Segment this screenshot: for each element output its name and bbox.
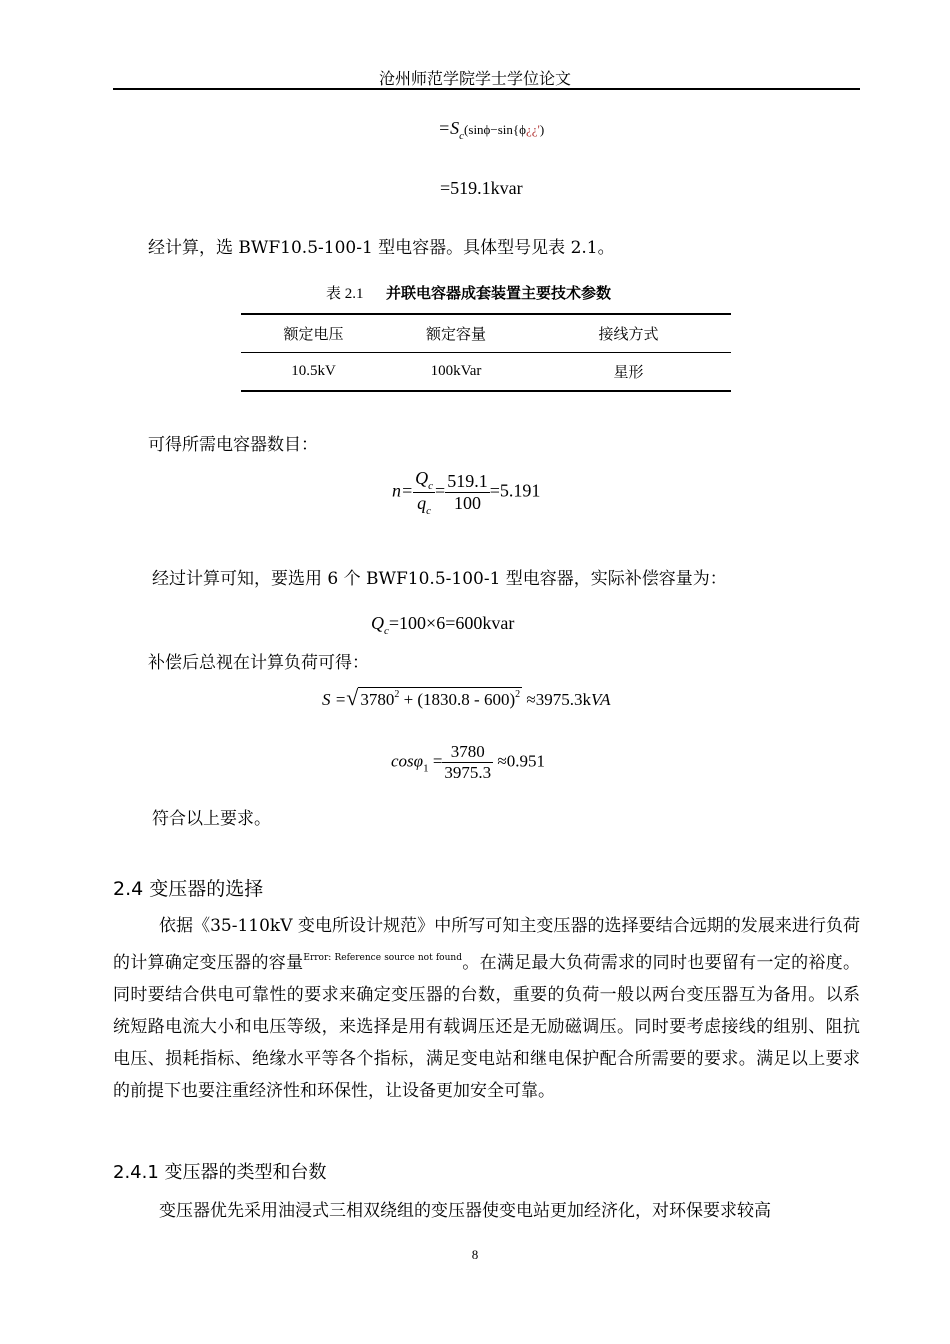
section-heading: 2.4 变压器的选择 (113, 878, 264, 900)
equation-qc-formula: $=S_c(\sin\phi-\sin\{\phi¿¿')$ (438, 118, 545, 142)
table-header-row (241, 314, 731, 353)
table-row (241, 353, 731, 392)
table-caption: 表 2.1 并联电容器成套装置主要技术参数 (326, 284, 611, 302)
reference-error-note: Error: Reference source not found (303, 953, 462, 963)
equation-actual-compensation: $Q_c=100\times 6=600kvar$ (371, 613, 515, 637)
page-number: 8 (471, 1247, 479, 1262)
table-header-cell: 额定容量 (425, 325, 486, 343)
section-paragraph: 依据《35-110kV 变电所设计规范》中所写可知主变压器的选择要结合远期的发展来进行负荷的计算确定变压器的容量$^{Error: Reference source not found}$。在满足最大负荷需求的同时也要留有一定的裕度。同时要结合供电可靠性的要求来确定变压器的台数，重要的负荷一般以两台变压器互为备用。以系统短路电流大小和电压等级，来选择是用有载调压还是无励磁调压。同时要考虑接线的组别、阻抗电压、损耗指标、绝缘水平等各个指标，满足变电站和继电保护配合所需要的要求。满足以上要求的前提下也要注重经济性和环保性，让设备更加安全可靠。 (113, 916, 861, 1101)
paragraph-select: 经过计算可知，要选用 6 个 BWF10.5-100-1 型电容器，实际补偿容量为： (152, 569, 727, 589)
table-header-cell: 额定电压 (283, 325, 344, 343)
table-cell: 100kVar (430, 363, 482, 379)
equation-qc-result: =519.1kvar (440, 178, 523, 198)
header-rule (113, 88, 860, 90)
equation-apparent-load: S =√ 3780$^2$ + (1830.8 - 600)$^2$ ≈3975.3kVA (322, 685, 611, 710)
capacitor-params-table (241, 313, 731, 392)
subsection-paragraph: 变压器优先采用油浸式三相双绕组的变压器使变电站更加经济化，对环保要求较高 (159, 1201, 771, 1221)
paragraph-conclusion: 符合以上要求。 (152, 809, 271, 829)
paragraph-calc: 经计算，选 BWF10.5-100-1 型电容器。具体型号见表 2.1。 (148, 238, 615, 258)
paragraph-after-compensation: 补偿后总视在计算负荷可得： (148, 653, 369, 673)
table-cell: 10.5kV (291, 363, 336, 379)
table-cell: 星形 (613, 363, 644, 381)
subsection-heading: 2.4.1 变压器的类型和台数 (113, 1162, 327, 1183)
paragraph-count: 可得所需电容器数目： (148, 435, 318, 455)
equation-power-factor: cosφ$_1$ = $\frac{3780}{3975.3}$ ≈0.951 (391, 742, 546, 782)
page-header: 沧州师范学院学士学位论文 (378, 69, 571, 88)
table-header-cell: 接线方式 (598, 325, 659, 343)
equation-capacitor-count: n= $\frac{Q_c}{q_c}$ = $\frac{519.1}{100}$ =5.191 (392, 468, 541, 517)
